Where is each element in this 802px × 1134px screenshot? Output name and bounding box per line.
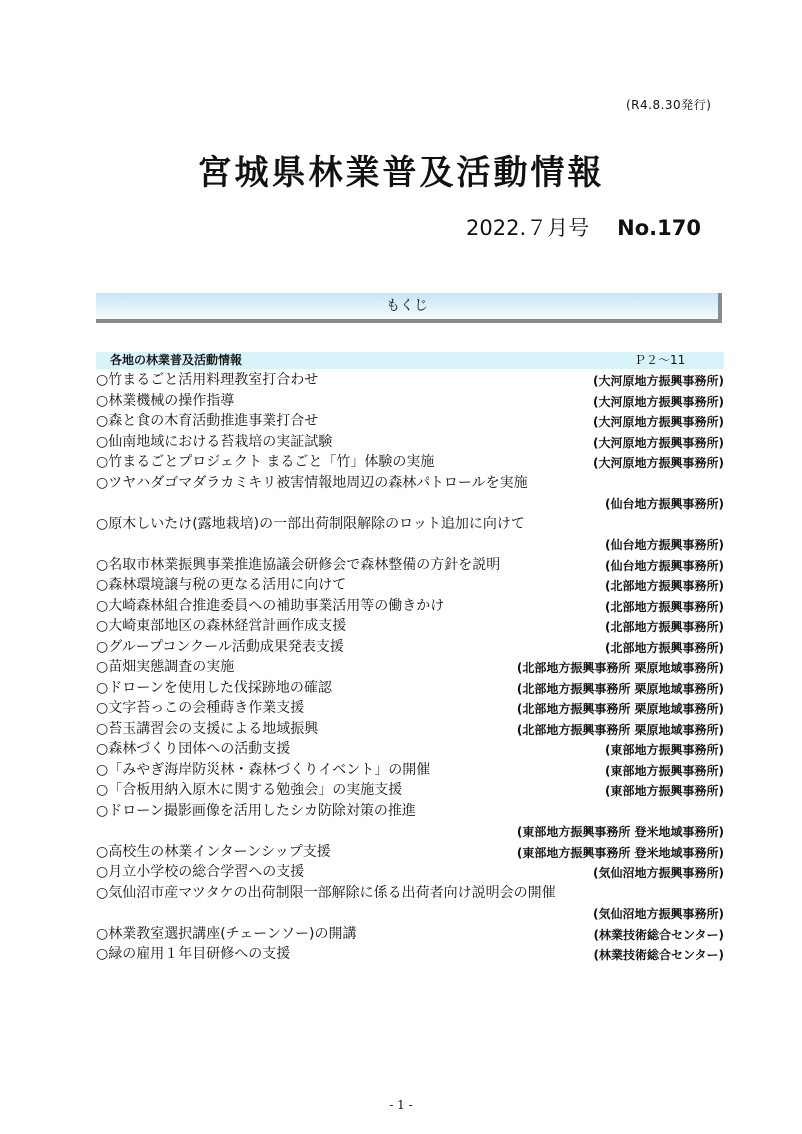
toc-item-office: (東部地方振興事務所) (605, 784, 724, 798)
toc-row (96, 637, 724, 658)
toc-item-title: ○ドローン撮影画像を活用したシカ防除対策の推進 (96, 802, 416, 819)
toc-item-title: ○気仙沼市産マツタケの出荷制限一部解除に係る出荷者向け説明会の開催 (96, 884, 556, 901)
section-header (96, 352, 724, 369)
toc-item-office: (大河原地方振興事務所) (593, 374, 724, 388)
toc-item-office: (大河原地方振興事務所) (593, 394, 724, 409)
toc-row (96, 473, 724, 494)
toc-item-title: ○森林づくり団体への活動支援 (96, 741, 291, 757)
toc-item-title: ○林業教室選択講座(チェーンソー)の開講 (96, 925, 357, 942)
issue-month: 2022.７月号 (466, 216, 590, 240)
toc-row (96, 575, 724, 596)
toc-row (96, 883, 724, 904)
toc-item-office: (東部地方振興事務所) (605, 743, 724, 757)
toc-item-office: (北部地方振興事務所 栗原地域事務所) (516, 702, 724, 716)
toc-item-office: (大河原地方振興事務所) (593, 435, 724, 450)
toc-item-title: ○緑の雇用１年目研修への支援 (96, 946, 291, 962)
toc-item-office: (北部地方振興事務所) (605, 599, 724, 614)
toc-item-office: (大河原地方振興事務所) (593, 415, 724, 429)
toc-row (96, 555, 724, 576)
toc-row (96, 493, 724, 514)
toc-item-office: (東部地方振興事務所 登米地域事務所) (516, 845, 724, 860)
toc-row (96, 678, 724, 699)
toc-row (96, 432, 724, 453)
toc-item-office: (北部地方振興事務所 栗原地域事務所) (516, 681, 724, 696)
toc-item-title: ○竹まるごと活用料理教室打合わせ (96, 372, 319, 388)
toc-row (96, 698, 724, 719)
toc-row (96, 944, 724, 965)
toc-row (96, 616, 724, 637)
toc-item-title: ○名取市林業振興事業推進協議会研修会で森林整備の方針を説明 (96, 556, 501, 573)
toc-row (96, 780, 724, 801)
issue-number: No.170 (617, 216, 701, 240)
toc-item-title: ○高校生の林業インターンシップ支援 (96, 843, 331, 860)
toc-row (96, 657, 724, 678)
toc-row (96, 760, 724, 781)
toc-item-title: ○仙南地域における苔栽培の実証試験 (96, 433, 333, 450)
toc-row (96, 596, 724, 617)
toc-item-title: ○苗畑実態調査の実施 (96, 659, 235, 675)
toc-item-title: ○原木しいたけ(露地栽培)の一部出荷制限解除のロット追加に向けて (96, 515, 525, 532)
toc-item-office: (気仙沼地方振興事務所) (593, 866, 724, 880)
toc-row (96, 924, 724, 945)
toc-row (96, 452, 724, 473)
toc-row (96, 719, 724, 740)
toc-item-title: ○「みやぎ海岸防災林・森林づくりイベント」の開催 (96, 761, 431, 778)
toc-row (96, 411, 724, 432)
toc-item-title: ○ドローンを使用した伐採跡地の確認 (96, 679, 332, 696)
toc-row (96, 801, 724, 822)
toc-item-title: ○大崎東部地区の森林経営計画作成支援 (96, 618, 347, 634)
toc-row (96, 514, 724, 535)
page-number: - 1 - (389, 1098, 413, 1112)
toc-item-office: (大河原地方振興事務所) (593, 456, 724, 470)
toc-item-office: (気仙沼地方振興事務所) (593, 907, 724, 921)
section-page-range: Ｐ２～11 (634, 353, 686, 367)
toc-item-title: ○竹まるごとプロジェクト まるごと「竹」体験の実施 (96, 454, 435, 470)
toc-item-office: (仙台地方振興事務所) (605, 497, 724, 511)
section-label: 各地の林業普及活動情報 (110, 353, 243, 367)
issue-date: (R4.8.30発行) (626, 98, 712, 112)
page-title: 宮城県林業普及活動情報 (197, 153, 605, 193)
toc-row (96, 862, 724, 883)
toc-item-office: (北部地方振興事務所) (605, 579, 724, 593)
toc-row (96, 903, 724, 924)
toc-item-office: (北部地方振興事務所) (605, 640, 724, 655)
toc-item-office: (東部地方振興事務所 登米地域事務所) (516, 825, 724, 839)
toc-item-title: ○ツヤハダゴマダラカミキリ被害情報地周辺の森林パトロールを実施 (96, 474, 528, 491)
toc-item-title: ○林業機械の操作指導 (96, 392, 235, 409)
toc-item-title: ○森林環境譲与税の更なる活用に向けて (96, 577, 347, 593)
toc-row (96, 370, 724, 391)
toc-item-office: (仙台地方振興事務所) (605, 538, 724, 552)
toc-item-title: ○グループコンクール活動成果発表支援 (96, 638, 344, 655)
toc-item-office: (東部地方振興事務所) (605, 763, 724, 778)
toc-banner: もくじ (96, 293, 722, 323)
toc-item-office: (北部地方振興事務所) (605, 620, 724, 634)
issue-line (466, 212, 701, 242)
toc-item-title: ○「合板用納入原木に関する勉強会」の実施支援 (96, 782, 403, 798)
toc-item-title: ○月立小学校の総合学習への支援 (96, 864, 305, 880)
toc-row (96, 739, 724, 760)
toc-row (96, 842, 724, 863)
toc-item-office: (林業技術総合センター) (593, 927, 724, 942)
toc-row (96, 821, 724, 842)
toc-item-office: (北部地方振興事務所 栗原地域事務所) (516, 722, 724, 737)
toc-item-title: ○苔玉講習会の支援による地域振興 (96, 720, 319, 737)
toc-item-title: ○大崎森林組合推進委員への補助事業活用等の働きかけ (96, 597, 445, 614)
toc-row (96, 534, 724, 555)
toc-item-office: (林業技術総合センター) (593, 948, 724, 962)
toc-item-title: ○文字苔っこの会種蒔き作業支援 (96, 700, 305, 716)
toc-item-office: (仙台地方振興事務所) (605, 558, 724, 573)
toc-list (96, 370, 724, 965)
toc-item-title: ○森と食の木育活動推進事業打合せ (96, 413, 319, 429)
toc-item-office: (北部地方振興事務所 栗原地域事務所) (516, 661, 724, 675)
toc-row (96, 391, 724, 412)
